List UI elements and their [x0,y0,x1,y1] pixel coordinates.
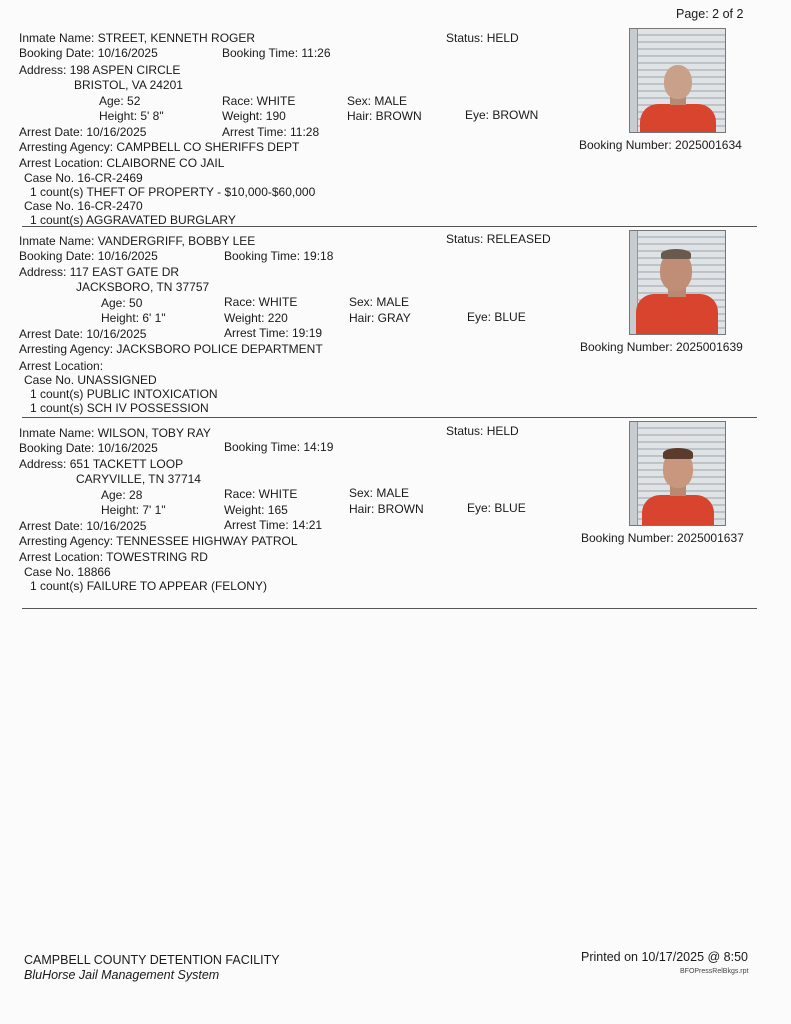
facility-name: CAMPBELL COUNTY DETENTION FACILITY [24,953,280,967]
hair: Hair: GRAY [349,311,411,325]
sex: Sex: MALE [347,94,408,108]
height: Height: 5' 8" [99,109,164,123]
record-divider [22,608,757,609]
address-line2: BRISTOL, VA 24201 [74,78,183,92]
mugshot-photo [629,28,726,133]
height: Height: 6' 1" [101,311,166,325]
weight: Weight: 190 [222,109,286,123]
hair: Hair: BROWN [347,109,422,123]
arrest-time: Arrest Time: 11:28 [222,125,320,139]
inmate-name: Inmate Name: STREET, KENNETH ROGER [19,31,256,45]
arrest-time: Arrest Time: 14:21 [224,518,323,532]
booking-time: Booking Time: 14:19 [224,440,334,454]
age: Age: 28 [101,488,143,502]
address-line2: CARYVILLE, TN 37714 [76,472,201,486]
hair: Hair: BROWN [349,502,424,516]
inmate-name: Inmate Name: VANDERGRIFF, BOBBY LEE [19,234,256,248]
height: Height: 7' 1" [101,503,166,517]
arrest-location: Arrest Location: TOWESTRING RD [19,550,208,564]
status: Status: HELD [446,424,519,438]
eye: Eye: BLUE [467,310,526,324]
booking-time: Booking Time: 19:18 [224,249,334,263]
printed-timestamp: Printed on 10/17/2025 @ 8:50 [581,950,748,964]
booking-number: Booking Number: 2025001634 [579,138,742,152]
booking-time: Booking Time: 11:26 [222,46,331,60]
arresting-agency: Arresting Agency: TENNESSEE HIGHWAY PATROL [19,534,298,548]
age: Age: 50 [101,296,143,310]
booking-date: Booking Date: 10/16/2025 [19,46,158,60]
page-number: Page: 2 of 2 [676,7,744,21]
arrest-location: Arrest Location: CLAIBORNE CO JAIL [19,156,225,170]
race: Race: WHITE [224,487,298,501]
case-number: Case No. 16-CR-2470 [24,199,143,213]
booking-number: Booking Number: 2025001637 [581,531,744,545]
eye: Eye: BROWN [465,108,539,122]
arrest-date: Arrest Date: 10/16/2025 [19,519,147,533]
sex: Sex: MALE [349,486,410,500]
case-number: Case No. 18866 [24,565,111,579]
weight: Weight: 165 [224,503,288,517]
charge-count: 1 count(s) THEFT OF PROPERTY - $10,000-$60,000 [30,185,316,199]
status: Status: HELD [446,31,519,45]
record-divider [22,417,757,418]
booking-number: Booking Number: 2025001639 [580,340,743,354]
charge-count: 1 count(s) FAILURE TO APPEAR (FELONY) [30,579,267,593]
race: Race: WHITE [224,295,298,309]
address-line1: Address: 651 TACKETT LOOP [19,457,184,471]
arresting-agency: Arresting Agency: CAMPBELL CO SHERIFFS DEPT [19,140,300,154]
arrest-location: Arrest Location: [19,359,104,373]
mugshot-photo [629,421,726,526]
report-filename: BFOPressRelBkgs.rpt [680,968,749,975]
address-line1: Address: 198 ASPEN CIRCLE [19,63,181,77]
age: Age: 52 [99,94,141,108]
system-name: BluHorse Jail Management System [24,968,220,982]
arrest-date: Arrest Date: 10/16/2025 [19,327,147,341]
charge-count: 1 count(s) PUBLIC INTOXICATION [30,387,218,401]
address-line1: Address: 117 EAST GATE DR [19,265,180,279]
mugshot-photo [629,230,726,335]
arrest-date: Arrest Date: 10/16/2025 [19,125,147,139]
sex: Sex: MALE [349,295,410,309]
case-number: Case No. 16-CR-2469 [24,171,143,185]
record-divider [22,226,757,227]
weight: Weight: 220 [224,311,288,325]
inmate-name: Inmate Name: WILSON, TOBY RAY [19,426,211,440]
case-number: Case No. UNASSIGNED [24,373,157,387]
race: Race: WHITE [222,94,296,108]
eye: Eye: BLUE [467,501,526,515]
charge-count: 1 count(s) AGGRAVATED BURGLARY [30,213,236,227]
booking-date: Booking Date: 10/16/2025 [19,441,158,455]
arresting-agency: Arresting Agency: JACKSBORO POLICE DEPARTMENT [19,342,323,356]
booking-date: Booking Date: 10/16/2025 [19,249,158,263]
status: Status: RELEASED [446,232,551,246]
charge-count: 1 count(s) SCH IV POSSESSION [30,401,209,415]
arrest-time: Arrest Time: 19:19 [224,326,323,340]
address-line2: JACKSBORO, TN 37757 [76,280,210,294]
